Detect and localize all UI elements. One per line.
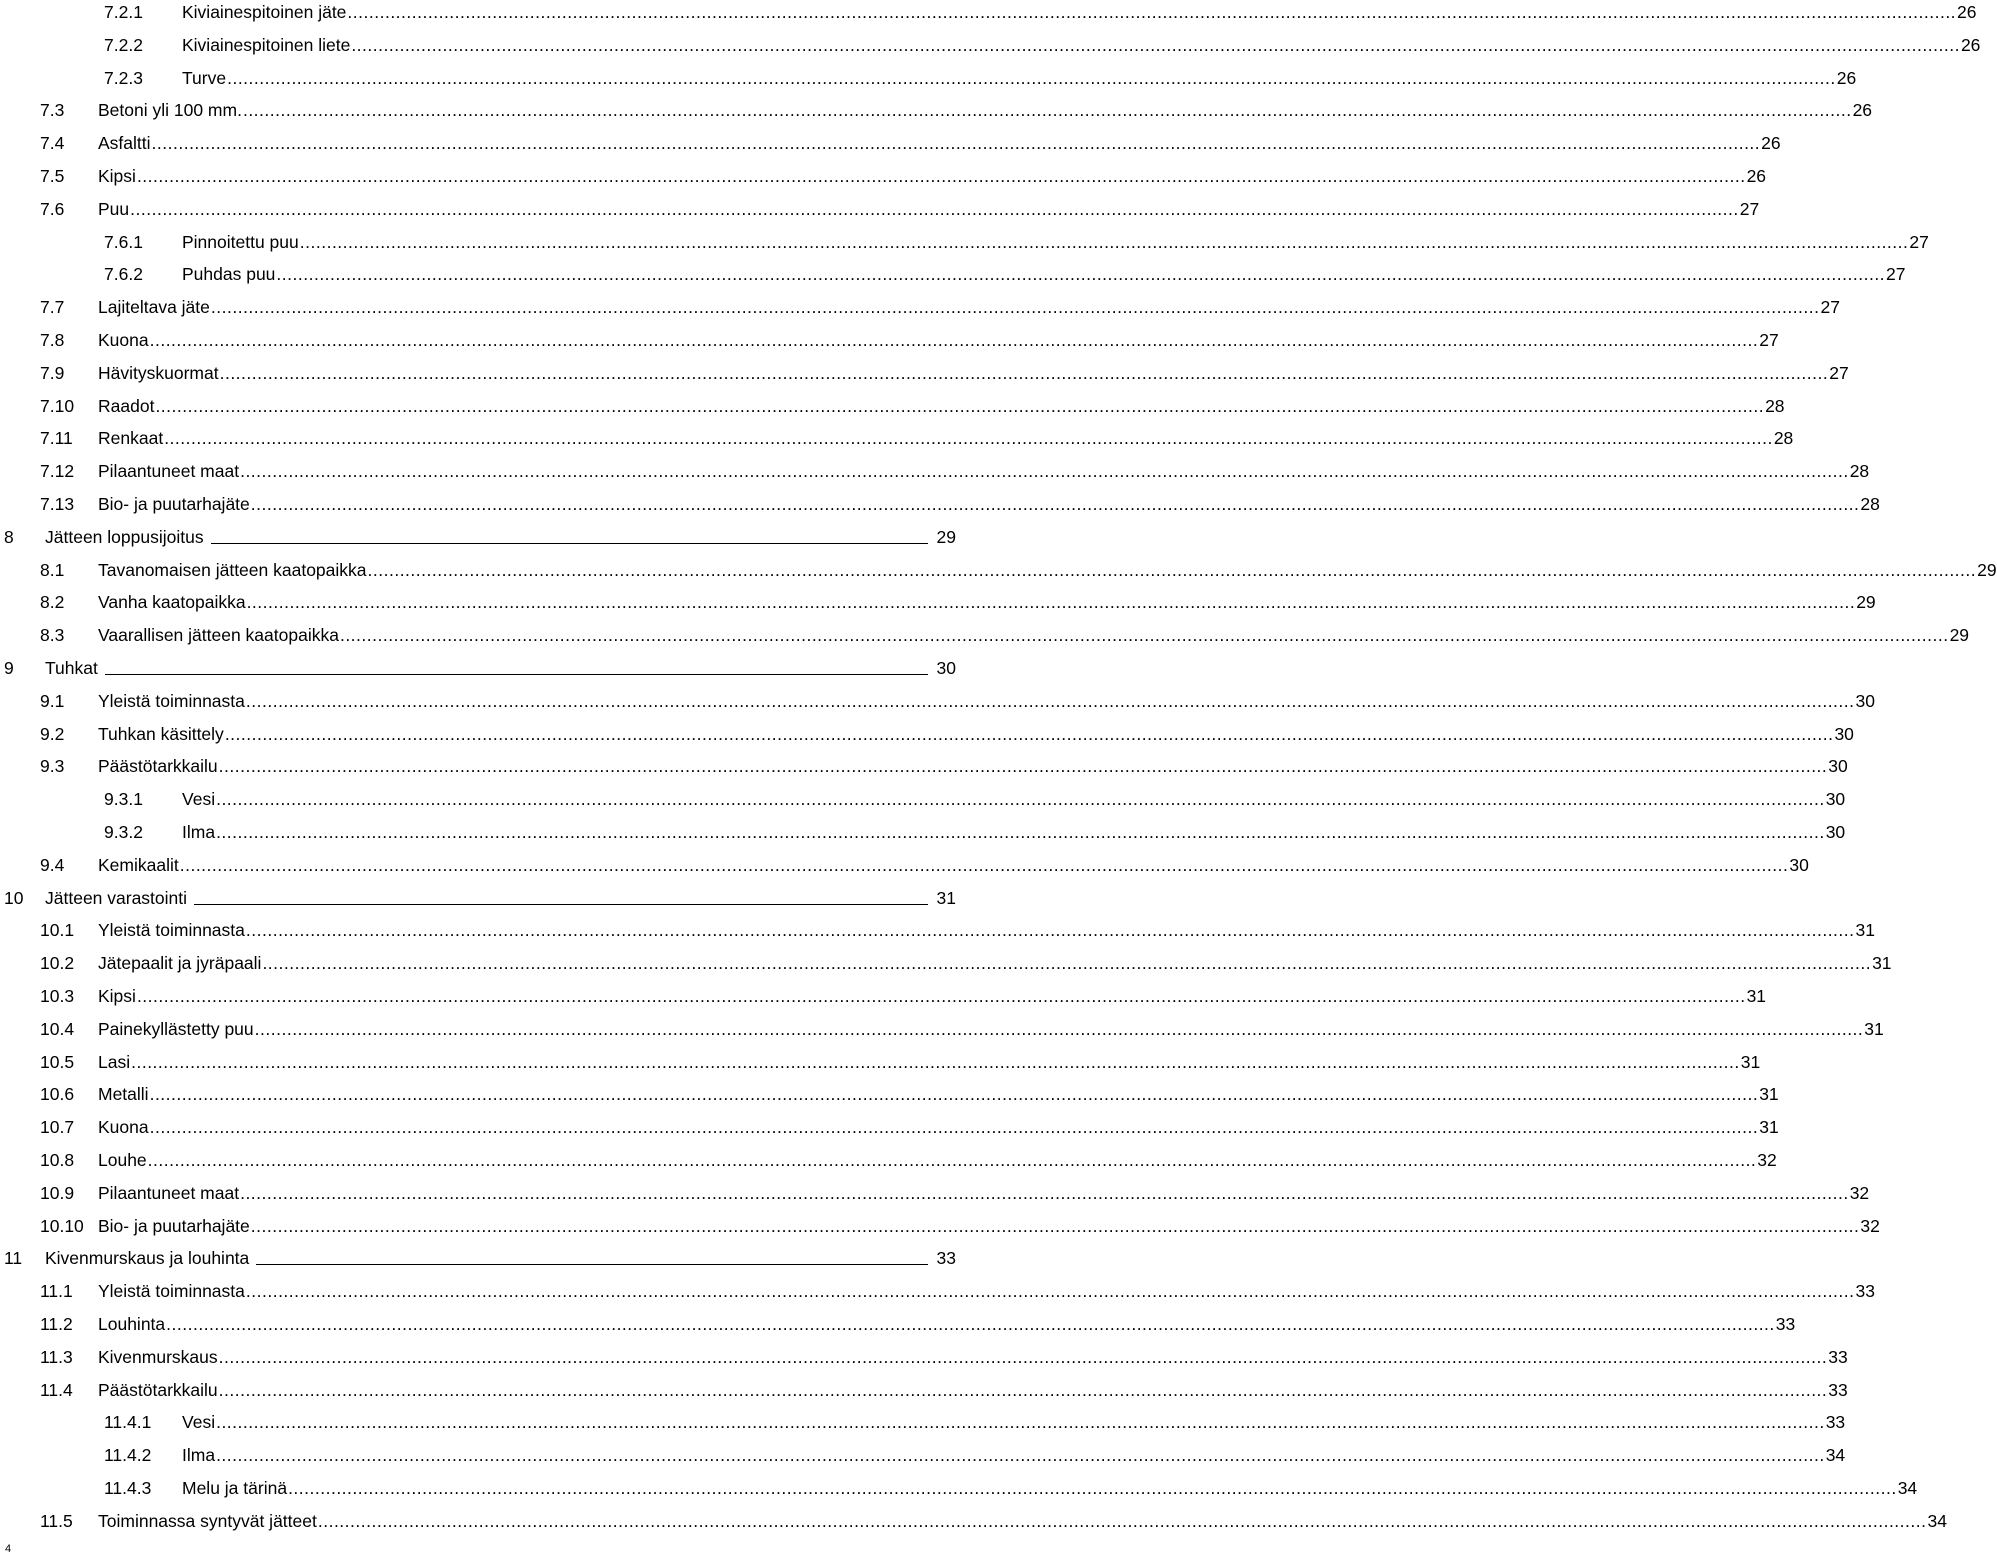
toc-entry-number: 11.4	[40, 1379, 73, 1400]
toc-entry-page: 26	[1960, 34, 1981, 55]
toc-entry-page: 31	[1759, 1084, 1779, 1105]
toc-entry-page: 26	[1746, 166, 1767, 186]
toc-entry-page: 29	[1949, 625, 1970, 646]
toc-leader-dots: ............................................................................................................................................................................................................................................................................................................	[224, 723, 1834, 744]
toc-leader-dots: ............................................................................................................................................................................................................................................................................................................	[216, 822, 1825, 842]
toc-entry-number: 10.5	[40, 1051, 75, 1072]
toc-entry-title: Lasi	[98, 1051, 131, 1072]
toc-entry-page: 28	[1849, 461, 1870, 482]
toc-entry-page: 30	[936, 658, 956, 678]
toc-entry-page: 33	[1825, 1412, 1846, 1433]
toc-entry-page: 31	[1746, 986, 1767, 1006]
toc-leader-dots: ............................................................................................................................................................................................................................................................................................................	[216, 1445, 1825, 1466]
toc-entry-title: Vesi	[182, 1412, 216, 1433]
toc-leader-dots: ............................................................................................................................................................................................................................................................................................................	[136, 986, 1746, 1006]
toc-entry[interactable]	[0, 556, 1997, 588]
toc-entry[interactable]	[0, 785, 1846, 817]
toc-entry-page: 30	[1825, 822, 1846, 842]
toc-leader-dots: ............................................................................................................................................................................................................................................................................................................	[130, 198, 1739, 219]
toc-entry-number: 7.13	[40, 494, 75, 514]
toc-entry-number: 9.4	[40, 854, 65, 875]
toc-entry-title: Bio- ja puutarhajäte	[98, 494, 250, 514]
toc-entry-page: 28	[1773, 428, 1794, 449]
toc-entry-page: 33	[1855, 1281, 1875, 1302]
toc-leader-dots: ............................................................................................................................................................................................................................................................................................................	[179, 854, 1789, 875]
toc-entry-page: 31	[1864, 1018, 1884, 1039]
toc-entry[interactable]	[0, 359, 1849, 391]
toc-entry-title: Toiminnassa syntyvät jätteet	[98, 1510, 317, 1531]
toc-leader-dots: ............................................................................................................................................................................................................................................................................................................	[210, 297, 1820, 318]
toc-leader-dots: ............................................................................................................................................................................................................................................................................................................	[218, 1379, 1828, 1400]
toc-leader-dots: ............................................................................................................................................................................................................................................................................................................	[245, 920, 1855, 941]
toc-entry-title: Puhdas puu	[182, 264, 276, 285]
toc-entry-title: Vaarallisen jätteen kaatopaikka	[98, 625, 339, 646]
toc-entry-number: 11.5	[40, 1510, 73, 1531]
toc-entry-number: 7.10	[40, 395, 75, 416]
toc-entry-title: Yleistä toiminnasta	[98, 1281, 245, 1302]
toc-entry-title: Turve	[182, 67, 227, 88]
toc-entry[interactable]	[0, 851, 1809, 883]
toc-entry[interactable]	[0, 1474, 1918, 1506]
toc-entry-page: 30	[1825, 789, 1846, 810]
toc-entry[interactable]	[0, 1179, 1870, 1211]
toc-entry-page: 34	[1897, 1478, 1918, 1498]
toc-entry-number: 7.4	[40, 133, 65, 154]
toc-entry[interactable]	[0, 424, 1794, 456]
toc-leader-dots: ............................................................................................................................................................................................................................................................................................................	[288, 1478, 1897, 1498]
toc-entry-title: Kivenmurskaus ja louhinta	[45, 1248, 250, 1269]
toc-leader-line	[194, 884, 928, 905]
toc-entry-number: 11.3	[40, 1346, 73, 1367]
toc-entry-number: 9.3.1	[104, 789, 143, 810]
toc-leader-dots: ............................................................................................................................................................................................................................................................................................................	[149, 1084, 1759, 1105]
toc-entry-title: Pilaantuneet maat	[98, 1182, 240, 1203]
toc-entry-page: 31	[1759, 1117, 1779, 1138]
toc-leader-dots: ............................................................................................................................................................................................................................................................................................................	[149, 330, 1759, 350]
toc-entry-number: 11.2	[40, 1314, 73, 1334]
toc-entry[interactable]	[0, 457, 1870, 489]
toc-entry-page: 27	[1909, 231, 1929, 252]
toc-entry-number: 11.4.1	[104, 1412, 152, 1433]
toc-entry-number: 7.6.1	[104, 231, 143, 252]
toc-entry-number: 9.1	[40, 690, 65, 711]
toc-entry-number: 10.1	[40, 920, 75, 941]
toc-entry[interactable]	[0, 260, 1906, 292]
toc-entry[interactable]	[0, 818, 1846, 850]
toc-leader-dots: ............................................................................................................................................................................................................................................................................................................	[254, 1018, 1864, 1039]
toc-entry-number: 7.5	[40, 166, 65, 186]
toc-entry-title: Louhe	[98, 1150, 147, 1170]
toc-leader-line	[105, 654, 928, 675]
toc-leader-dots: ............................................................................................................................................................................................................................................................................................................	[216, 1412, 1825, 1433]
toc-entry[interactable]	[0, 0, 1977, 30]
toc-leader-dots: ............................................................................................................................................................................................................................................................................................................	[299, 231, 1909, 252]
toc-entry-number: 9.2	[40, 723, 65, 744]
toc-entry[interactable]	[0, 720, 1854, 752]
toc-entry[interactable]	[0, 1376, 1848, 1408]
toc-entry-title: Painekyllästetty puu	[98, 1018, 254, 1039]
toc-leader-dots: ............................................................................................................................................................................................................................................................................................................	[245, 1281, 1855, 1302]
toc-entry-title: Kuona	[98, 330, 149, 350]
toc-entry-page: 26	[1761, 133, 1781, 154]
toc-entry-number: 7.2.2	[104, 34, 143, 55]
toc-leader-dots: ............................................................................................................................................................................................................................................................................................................	[136, 166, 1746, 186]
toc-leader-dots: ............................................................................................................................................................................................................................................................................................................	[250, 1215, 1860, 1236]
toc-leader-dots: ............................................................................................................................................................................................................................................................................................................	[262, 953, 1872, 974]
toc-entry-page: 32	[1849, 1182, 1870, 1203]
toc-leader-dots: ............................................................................................................................................................................................................................................................................................................	[131, 1051, 1740, 1072]
toc-entry[interactable]	[0, 949, 1892, 981]
toc-entry-title: Vanha kaatopaikka	[98, 592, 246, 613]
toc-leader-dots: ............................................................................................................................................................................................................................................................................................................	[317, 1510, 1927, 1531]
toc-entry-title: Kiviainespitoinen jäte	[182, 2, 347, 22]
toc-entry-title: Melu ja tärinä	[182, 1478, 288, 1498]
toc-entry[interactable]	[0, 1408, 1846, 1440]
toc-entry-number: 7.8	[40, 330, 65, 350]
toc-entry[interactable]	[0, 195, 1760, 227]
toc-entry[interactable]	[0, 1343, 1848, 1375]
toc-entry-title: Pilaantuneet maat	[98, 461, 240, 482]
toc-entry-number: 7.2.3	[104, 67, 143, 88]
toc-entry[interactable]	[0, 1048, 1761, 1080]
toc-entry[interactable]	[0, 523, 960, 555]
toc-entry-page: 34	[1825, 1445, 1846, 1466]
toc-leader-dots: ............................................................................................................................................................................................................................................................................................................	[339, 625, 1949, 646]
toc-entry-page: 28	[1765, 395, 1785, 416]
toc-entry-title: Pinnoitettu puu	[182, 231, 299, 252]
toc-entry-title: Lajiteltava jäte	[98, 297, 210, 318]
toc-leader-dots: ............................................................................................................................................................................................................................................................................................................	[367, 559, 1977, 580]
toc-entry[interactable]	[0, 293, 1840, 325]
toc-entry[interactable]	[0, 654, 960, 686]
toc-entry-number: 10.3	[40, 986, 75, 1006]
toc-entry-number: 8	[4, 526, 14, 547]
toc-entry[interactable]	[0, 1080, 1779, 1112]
toc-entry[interactable]	[0, 1441, 1846, 1473]
toc-entry[interactable]	[0, 228, 1929, 260]
toc-entry[interactable]	[0, 1277, 1875, 1309]
toc-leader-dots: ............................................................................................................................................................................................................................................................................................................	[149, 1117, 1759, 1138]
toc-entry-title: Renkaat	[98, 428, 164, 449]
toc-entry-page: 27	[1829, 362, 1849, 383]
toc-entry[interactable]	[0, 129, 1781, 161]
toc-entry-page: 27	[1886, 264, 1906, 285]
toc-entry[interactable]	[0, 884, 960, 916]
toc-entry[interactable]	[0, 752, 1848, 784]
toc-leader-dots: ............................................................................................................................................................................................................................................................................................................	[227, 67, 1836, 88]
toc-entry-title: Yleistä toiminnasta	[98, 690, 245, 711]
toc-entry-page: 30	[1855, 690, 1875, 711]
toc-leader-dots: ............................................................................................................................................................................................................................................................................................................	[219, 362, 1829, 383]
toc-entry-page: 32	[1860, 1215, 1880, 1236]
toc-entry-number: 10.8	[40, 1150, 75, 1170]
toc-entry-page: 30	[1789, 854, 1809, 875]
toc-entry-page: 29	[1977, 559, 1997, 580]
toc-entry-number: 9.3.2	[104, 822, 143, 842]
toc-leader-dots: ............................................................................................................................................................................................................................................................................................................	[276, 264, 1886, 285]
toc-entry-page: 30	[1834, 723, 1854, 744]
toc-leader-dots: ............................................................................................................................................................................................................................................................................................................	[250, 494, 1860, 514]
toc-entry-title: Vesi	[182, 789, 216, 810]
toc-entry-number: 10.7	[40, 1117, 75, 1138]
toc-entry-title: Kiviainespitoinen liete	[182, 34, 351, 55]
toc-entry[interactable]	[0, 687, 1875, 719]
toc-entry-page: 26	[1957, 2, 1977, 22]
toc-entry-title: Kipsi	[98, 166, 136, 186]
toc-entry-number: 7.6.2	[104, 264, 143, 285]
toc-entry-page: 29	[1856, 592, 1876, 613]
toc-entry[interactable]	[0, 1146, 1777, 1178]
toc-entry-title: Raadot	[98, 395, 155, 416]
toc-entry-page: 31	[1872, 953, 1892, 974]
toc-entry[interactable]	[0, 1244, 960, 1276]
toc-entry-title: Päästötarkkailu	[98, 1379, 218, 1400]
toc-entry-number: 7.11	[40, 428, 73, 449]
toc-entry-title: Betoni yli 100 mm.	[98, 100, 242, 121]
toc-entry-page: 33	[1828, 1346, 1848, 1367]
toc-leader-dots: ............................................................................................................................................................................................................................................................................................................	[347, 2, 1957, 22]
toc-entry-page: 31	[1740, 1051, 1761, 1072]
toc-entry-number: 10.6	[40, 1084, 75, 1105]
toc-entry-page: 33	[1775, 1314, 1796, 1334]
toc-entry-title: Ilma	[182, 822, 216, 842]
toc-entry-number: 11	[4, 1248, 23, 1269]
toc-entry-title: Yleistä toiminnasta	[98, 920, 245, 941]
toc-entry-page: 33	[1828, 1379, 1848, 1400]
toc-entry-number: 8.3	[40, 625, 65, 646]
toc-entry-title: Kipsi	[98, 986, 136, 1006]
toc-entry-title: Puu	[98, 198, 130, 219]
toc-entry-title: Tavanomaisen jätteen kaatopaikka	[98, 559, 367, 580]
toc-leader-dots: ............................................................................................................................................................................................................................................................................................................	[242, 100, 1852, 121]
toc-entry-page: 26	[1852, 100, 1873, 121]
toc-entry[interactable]	[0, 1212, 1880, 1244]
toc-entry-number: 10.4	[40, 1018, 75, 1039]
toc-leader-dots: ............................................................................................................................................................................................................................................................................................................	[147, 1150, 1757, 1170]
toc-entry-number: 9	[4, 658, 14, 678]
toc-leader-dots: ............................................................................................................................................................................................................................................................................................................	[218, 1346, 1828, 1367]
toc-entry-page: 30	[1828, 756, 1848, 777]
toc-entry-number: 11.4.3	[104, 1478, 152, 1498]
toc-entry[interactable]	[0, 1113, 1779, 1145]
toc-entry-title: Ilma	[182, 1445, 216, 1466]
toc-entry-page: 34	[1927, 1510, 1947, 1531]
toc-entry-number: 10.9	[40, 1182, 75, 1203]
toc-entry-title: Päästötarkkailu	[98, 756, 218, 777]
toc-entry-number: 7.2.1	[104, 2, 143, 22]
toc-entry[interactable]	[0, 1507, 1947, 1539]
toc-entry[interactable]	[0, 621, 1970, 653]
toc-entry[interactable]	[0, 392, 1785, 424]
toc-entry-page: 31	[936, 887, 956, 908]
toc-entry[interactable]	[0, 1015, 1884, 1047]
toc-entry-number: 11.4.2	[104, 1445, 152, 1466]
toc-leader-dots: ............................................................................................................................................................................................................................................................................................................	[216, 789, 1825, 810]
toc-entry-title: Louhinta	[98, 1314, 166, 1334]
toc-leader-dots: ............................................................................................................................................................................................................................................................................................................	[245, 690, 1855, 711]
toc-leader-dots: ............................................................................................................................................................................................................................................................................................................	[240, 461, 1849, 482]
toc-leader-dots: ............................................................................................................................................................................................................................................................................................................	[151, 133, 1761, 154]
toc-entry-number: 7.3	[40, 100, 65, 121]
toc-entry-title: Jätepaalit ja jyräpaali	[98, 953, 262, 974]
toc-entry-page: 27	[1739, 198, 1760, 219]
toc-entry-page: 26	[1836, 67, 1857, 88]
toc-entry-page: 27	[1820, 297, 1840, 318]
toc-entry-page: 32	[1757, 1150, 1777, 1170]
toc-entry-title: Bio- ja puutarhajäte	[98, 1215, 250, 1236]
toc-leader-dots: ............................................................................................................................................................................................................................................................................................................	[218, 756, 1828, 777]
toc-entry-title: Jätteen varastointi	[45, 887, 188, 908]
toc-entry-title: Hävityskuormat	[98, 362, 219, 383]
toc-entry[interactable]	[0, 64, 1857, 96]
toc-leader-dots: ............................................................................................................................................................................................................................................................................................................	[166, 1314, 1775, 1334]
toc-entry-page: 33	[936, 1248, 956, 1269]
toc-entry[interactable]	[0, 326, 1779, 358]
toc-entry-number: 9.3	[40, 756, 65, 777]
toc-entry-number: 7.6	[40, 198, 65, 219]
toc-entry-title: Metalli	[98, 1084, 149, 1105]
page-number: 4	[5, 1543, 12, 1555]
toc-entry-number: 11.1	[40, 1281, 73, 1302]
toc-entry-title: Kivenmurskaus	[98, 1346, 218, 1367]
toc-entry-number: 10.10	[40, 1215, 84, 1236]
toc-entry[interactable]	[0, 31, 1981, 63]
toc-leader-line	[256, 1244, 927, 1265]
toc-entry-number: 8.2	[40, 592, 65, 613]
toc-entry-page: 28	[1860, 494, 1880, 514]
toc-entry[interactable]	[0, 490, 1880, 522]
toc-entry-title: Kuona	[98, 1117, 149, 1138]
toc-leader-dots: ............................................................................................................................................................................................................................................................................................................	[155, 395, 1765, 416]
toc-entry[interactable]	[0, 96, 1873, 128]
toc-entry-number: 7.9	[40, 362, 65, 383]
toc-entry-number: 7.12	[40, 461, 75, 482]
toc-entry[interactable]	[0, 588, 1876, 620]
toc-leader-dots: ............................................................................................................................................................................................................................................................................................................	[246, 592, 1856, 613]
toc-entry-number: 7.7	[40, 297, 65, 318]
toc-entry-title: Kemikaalit	[98, 854, 179, 875]
toc-entry-page: 29	[936, 526, 956, 547]
toc-entry-title: Jätteen loppusijoitus	[45, 526, 204, 547]
toc-entry[interactable]	[0, 1310, 1796, 1342]
toc-entry-number: 10	[4, 887, 24, 908]
toc-leader-dots: ............................................................................................................................................................................................................................................................................................................	[351, 34, 1960, 55]
toc-entry[interactable]	[0, 982, 1767, 1014]
toc-entry-number: 10.2	[40, 953, 75, 974]
toc-leader-dots: ............................................................................................................................................................................................................................................................................................................	[164, 428, 1773, 449]
toc-entry[interactable]	[0, 916, 1875, 948]
toc-entry-title: Tuhkan käsittely	[98, 723, 224, 744]
toc-entry[interactable]	[0, 162, 1767, 194]
toc-entry-title: Asfaltti	[98, 133, 151, 154]
toc-leader-line	[211, 523, 928, 544]
toc-entry-page: 31	[1855, 920, 1875, 941]
toc-entry-title: Tuhkat	[45, 658, 98, 678]
toc-entry-page: 27	[1759, 330, 1779, 350]
toc-leader-dots: ............................................................................................................................................................................................................................................................................................................	[240, 1182, 1849, 1203]
toc-entry-number: 8.1	[40, 559, 65, 580]
